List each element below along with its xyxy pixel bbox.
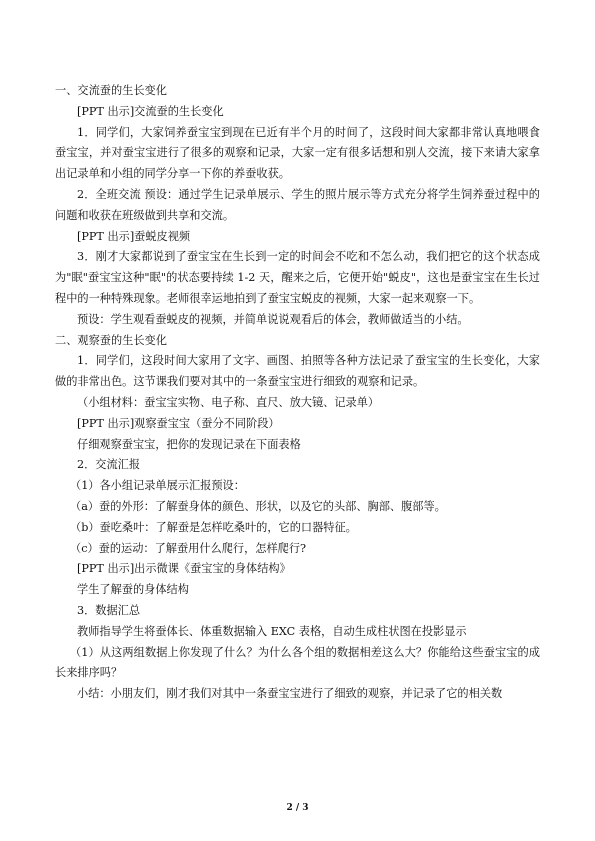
paragraph: 教师指导学生将蚕体长、体重数据输入 EXC 表格，自动生成柱状图在投影显示 (77, 624, 467, 638)
paragraph: （1）从这两组数据上你发现了什么？为什么各个组的数据相差这么大？你能给这些蚕宝宝的成长来排序吗？ (55, 645, 540, 680)
document-body (55, 81, 540, 705)
paragraph: 1．同学们，这段时间大家用了文字、画图、拍照等各种方法记录了蚕宝宝的生长变化，大家做的非常出色。这节课我们要对其中的一条蚕宝宝进行细致的观察和记录。 (55, 354, 540, 389)
paragraph: 1．同学们，大家饲养蚕宝宝到现在已近有半个月的时间了，这段时间大家都非常认真地喂食蚕宝宝，并对蚕宝宝进行了很多的观察和记录，大家一定有很多话想和别人交流，接下来请大家拿出记录单和小组的同学分享一下你的养蚕收获。 (55, 125, 540, 181)
paragraph: 2．全班交流 预设：通过学生记录单展示、学生的照片展示等方式充分将学生饲养蚕过程中的问题和收获在班级做到共享和交流。 (55, 187, 540, 222)
paragraph: （小组材料：蚕宝宝实物、电子称、直尺、放大镜、记录单） (77, 395, 380, 409)
paragraph: 3．数据汇总 (77, 603, 141, 617)
section-heading: 一、交流蚕的生长变化 (55, 84, 167, 97)
paragraph: 3．刚才大家都说到了蚕宝宝在生长到一定的时间会不吃和不怎么动，我们把它的这个状态成为"眠"蚕宝宝这种"眠"的状态要持续 1-2 天，醒来之后，它便开始"蜕皮"，这也是蚕宝宝在生长过程中的一种特殊现象。老师很幸运地拍到了蚕宝宝蜕皮的视频，大家一起来观察一下。 (55, 250, 540, 305)
paragraph: 学生了解蚕的身体结构 (77, 583, 189, 597)
paragraph: 2．交流汇报 (77, 458, 141, 472)
paragraph: （b）蚕吃桑叶：了解蚕是怎样吃桑叶的，它的口器特征。 (70, 520, 357, 534)
paragraph: （a）蚕的外形：了解蚕身体的颜色、形状，以及它的头部、胸部、腹部等。 (70, 499, 446, 513)
section-heading: 二、观察蚕的生长变化 (55, 333, 167, 347)
paragraph: （1）各小组记录单展示汇报预设： (70, 479, 245, 493)
paragraph: [PPT 出示]观察蚕宝宝（蚕分不同阶段） (77, 416, 280, 430)
paragraph: [PPT 出示]交流蚕的生长变化 (77, 104, 224, 118)
paragraph: [PPT 出示]出示微课《蚕宝宝的身体结构》 (77, 562, 291, 576)
paragraph: 预设：学生观看蚕蜕皮的视频，并简单说说观看后的体会，教师做适当的小结。 (77, 312, 469, 326)
paragraph: （c）蚕的运动：了解蚕用什么爬行，怎样爬行? (70, 541, 307, 555)
paragraph: 小结：小朋友们，刚才我们对其中一条蚕宝宝进行了细致的观察，并记录了它的相关数 (77, 687, 503, 701)
page-number: 2 / 3 (286, 803, 309, 813)
paragraph: 仔细观察蚕宝宝，把你的发现记录在下面表格 (77, 437, 301, 451)
paragraph: [PPT 出示]蚕蜕皮视频 (77, 229, 191, 243)
